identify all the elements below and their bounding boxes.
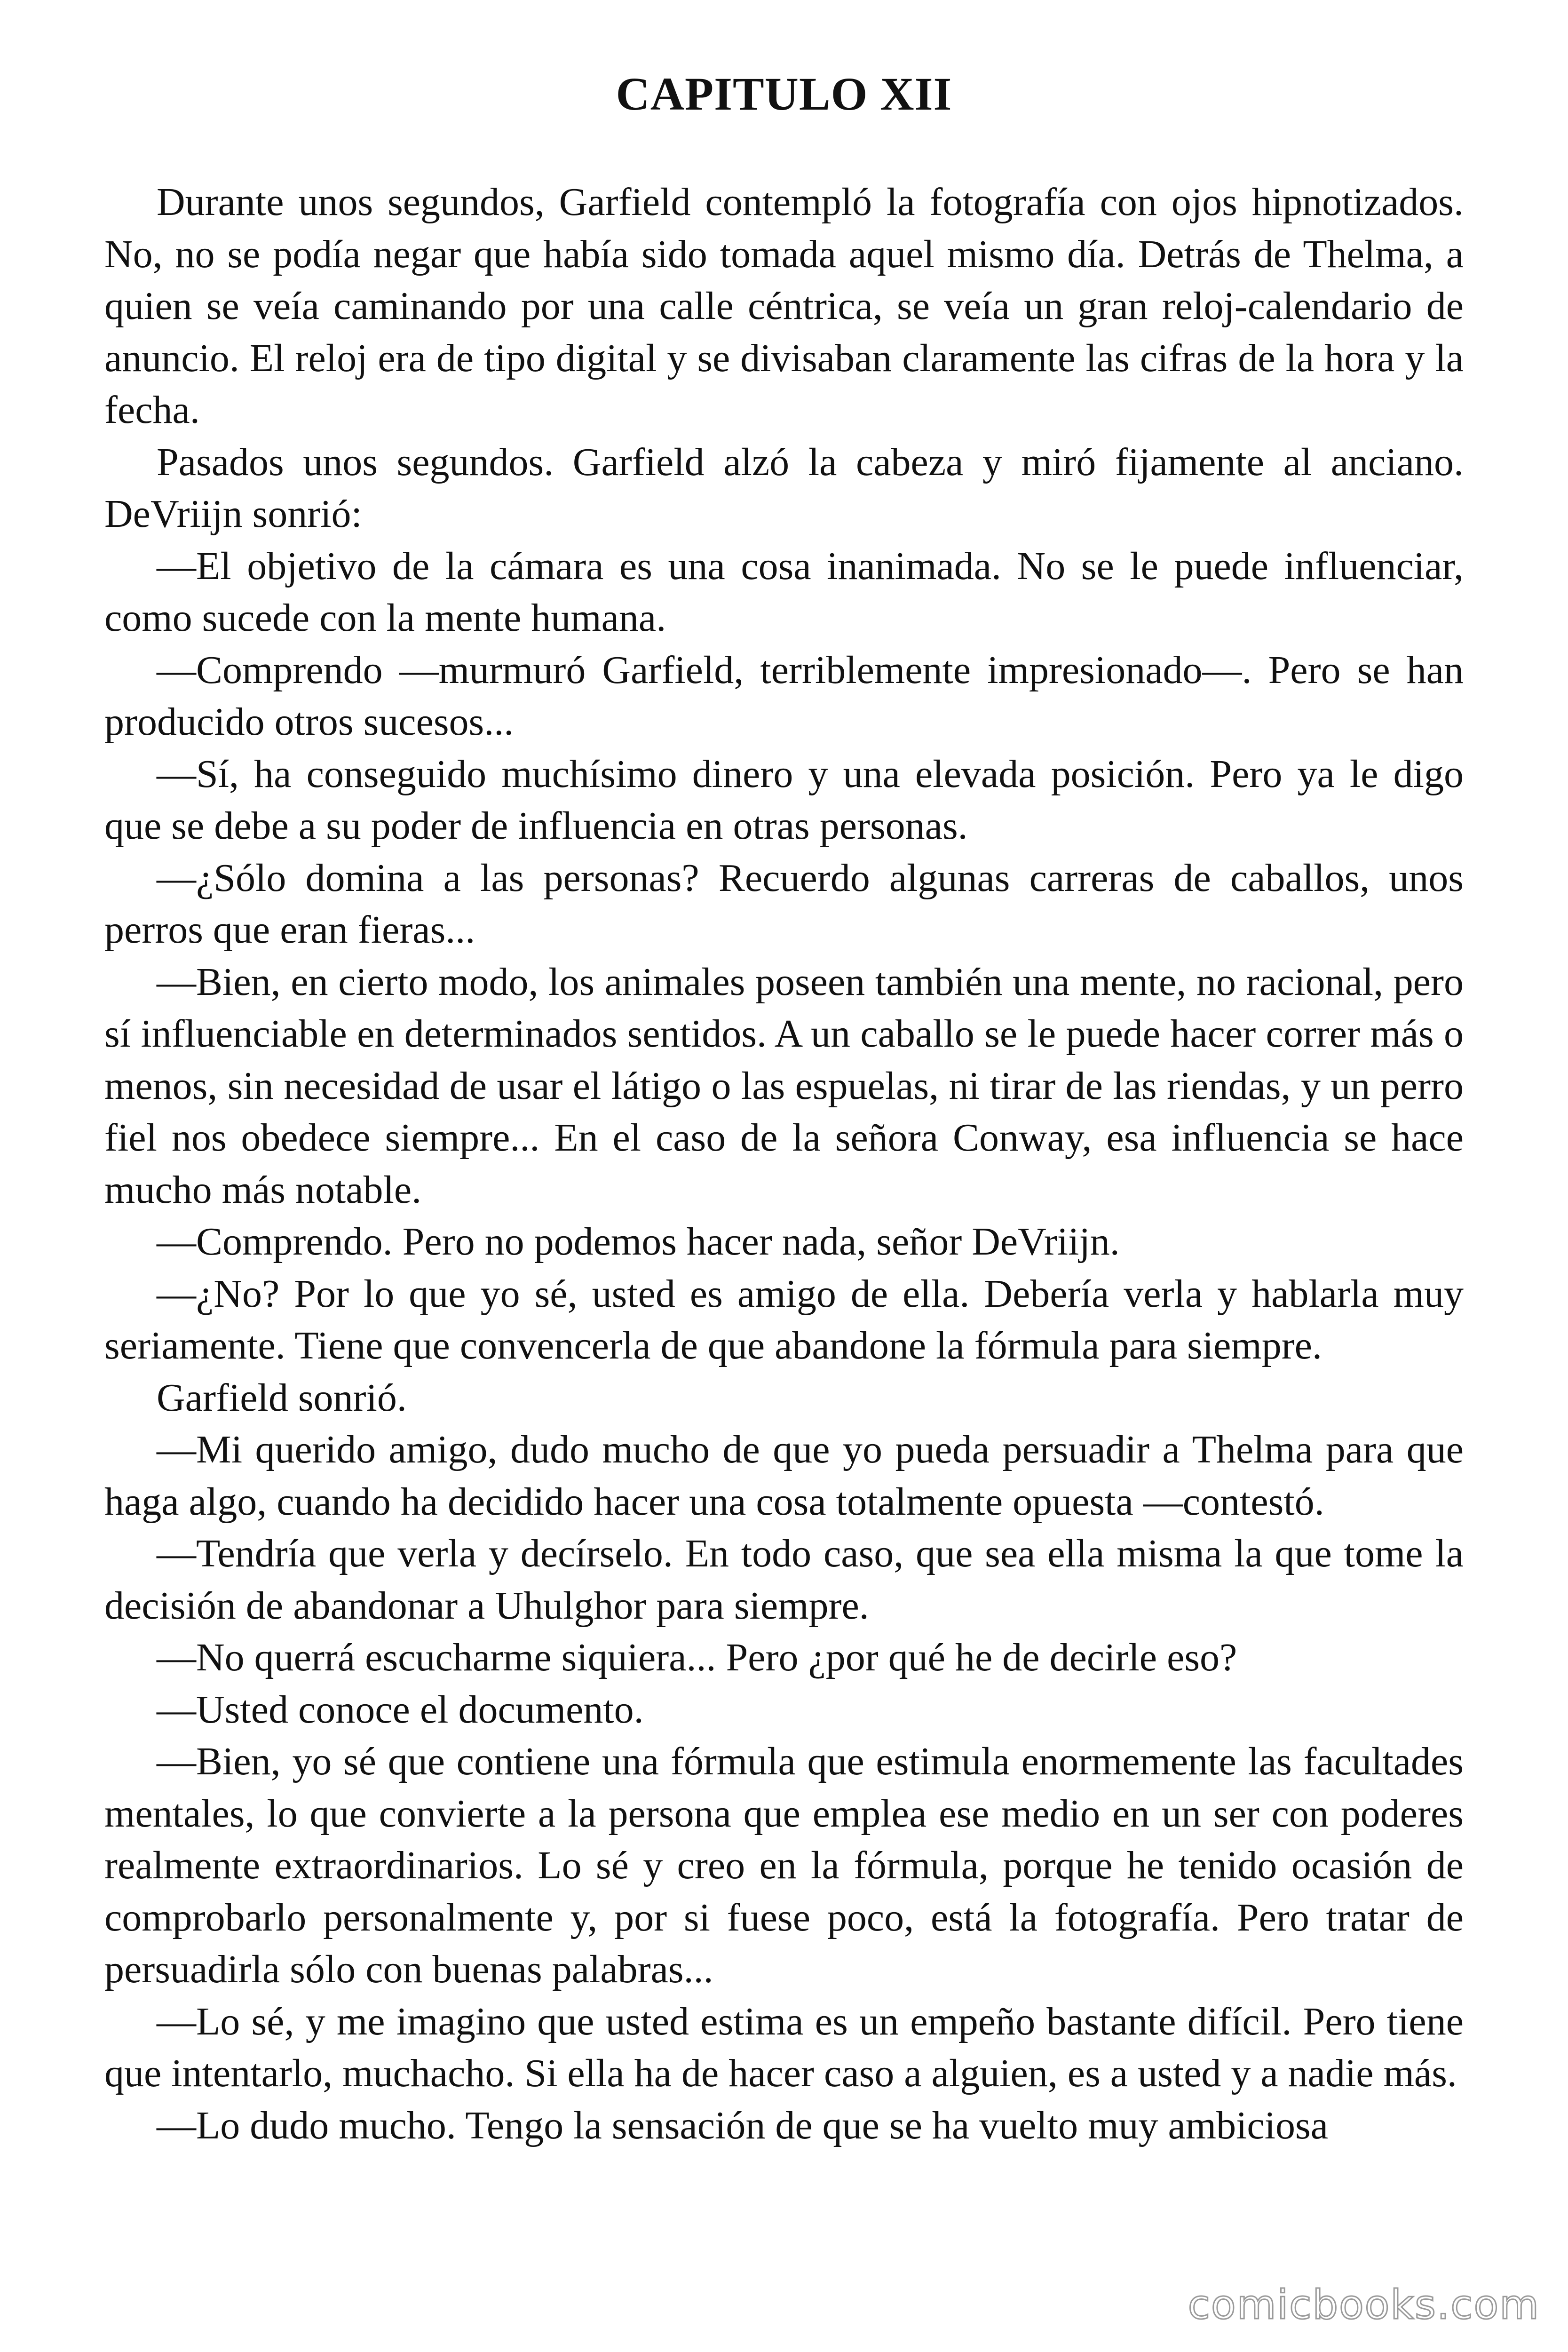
paragraph: —Bien, yo sé que contiene una fórmula que estimula enormemente las facultades mentales, lo que convierte a la persona que emplea ese medio en un ser con poderes realmente extraordinarios. Lo sé y creo en la fórmula, porque he tenido ocasión de comprobarlo personalmente y, por si fuese poco, está la fotografía. Pero tratar de persuadirla sólo con buenas palabras... [104, 1740, 1464, 1991]
paragraph: —Sí, ha conseguido muchísimo dinero y una elevada posición. Pero ya le digo que se debe a su poder de influencia en otras personas. [104, 752, 1464, 848]
paragraph: —Tendría que verla y decírselo. En todo caso, que sea ella misma la que tome la decisión de abandonar a Uhulghor para siempre. [104, 1532, 1464, 1628]
paragraph: —Bien, en cierto modo, los animales poseen también una mente, no racional, pero sí influenciable en determinados sentidos. A un caballo se le puede hacer correr más o menos, sin necesidad de usar el látigo o las espuelas, ni tirar de las riendas, y un perro fiel nos obedece siempre... En el caso de la señora Conway, esa influencia se hace mucho más notable. [104, 960, 1464, 1212]
paragraph: —¿Sólo domina a las personas? Recuerdo algunas carreras de caballos, unos perros que eran fieras... [104, 856, 1464, 952]
watermark: comicbooks.com [1188, 2281, 1540, 2328]
paragraph: —Lo dudo mucho. Tengo la sensación de que se ha vuelto muy ambiciosa [157, 2103, 1329, 2147]
chapter-title: CAPITULO XII [616, 68, 952, 120]
paragraph: —El objetivo de la cámara es una cosa inanimada. No se le puede influenciar, como sucede con la mente humana. [104, 544, 1464, 640]
paragraph: —No querrá escucharme siquiera... Pero ¿por qué he de decirle eso? [157, 1636, 1237, 1679]
paragraph: —Comprendo —murmuró Garfield, terriblemente impresionado—. Pero se han producido otros sucesos... [104, 648, 1464, 744]
body-text [104, 176, 1464, 2152]
paragraph: Garfield sonrió. [157, 1375, 407, 1420]
paragraph: —Lo sé, y me imagino que usted estima es un empeño bastante difícil. Pero tiene que intentarlo, muchacho. Si ella ha de hacer caso a alguien, es a usted y a nadie más. [104, 1999, 1464, 2095]
paragraph: —Comprendo. Pero no podemos hacer nada, señor DeVriijn. [157, 1220, 1120, 1263]
paragraph: —Usted conoce el documento. [157, 1687, 644, 1732]
paragraph: Pasados unos segundos. Garfield alzó la cabeza y miró fijamente al anciano. DeVriijn sonrió: [104, 440, 1464, 536]
paragraph: —¿No? Por lo que yo sé, usted es amigo de ella. Debería verla y hablarla muy seriamente. Tiene que convencerla de que abandone la fórmula para siempre. [104, 1271, 1464, 1367]
paragraph: Durante unos segundos, Garfield contempló la fotografía con ojos hipnotizados. No, no se podía negar que había sido tomada aquel mismo día. Detrás de Thelma, a quien se veía caminando por una calle céntrica, se veía un gran reloj-calendario de anuncio. El reloj era de tipo digital y se divisaban claramente las cifras de la hora y la fecha. [104, 180, 1464, 432]
paragraph: —Mi querido amigo, dudo mucho de que yo pueda persuadir a Thelma para que haga algo, cuando ha decidido hacer una cosa totalmente opuesta —contestó. [104, 1428, 1464, 1524]
